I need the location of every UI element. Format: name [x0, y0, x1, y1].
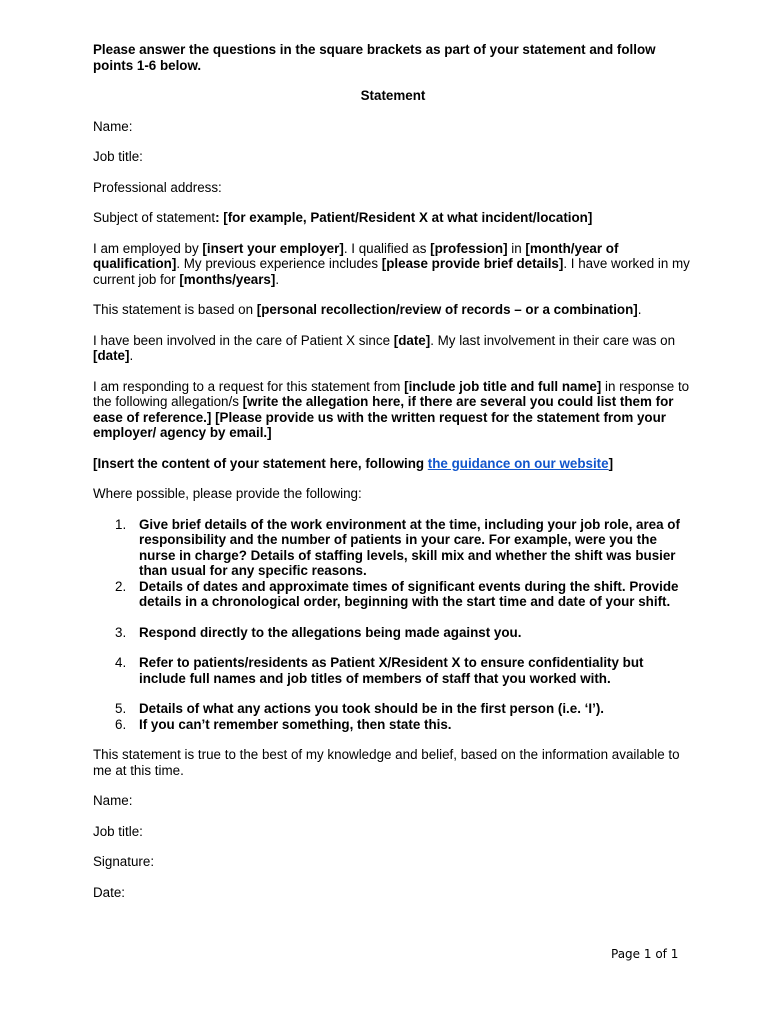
points-list	[93, 517, 693, 733]
involvement-paragraph: I have been involved in the care of Patient X since [date]. My last involvement in their care was on [date].	[93, 332, 676, 363]
page-number: Page 1 of 1	[611, 947, 679, 961]
list-item: 2. Details of dates and approximate times of significant events during the shift. Provide details in a chronological order, beginning with the start time and date of your shift.	[115, 578, 679, 609]
list-item: 6. If you can’t remember something, then state this.	[115, 716, 452, 732]
field-name-bottom: Name:	[93, 793, 133, 808]
where-possible-text: Where possible, please provide the following:	[93, 486, 362, 501]
based-on-paragraph: This statement is based on [personal recollection/review of records – or a combination].	[93, 302, 642, 317]
field-job-title-bottom: Job title:	[93, 823, 143, 839]
truth-declaration: This statement is true to the best of my knowledge and belief, based on the information available to me at this time.	[93, 747, 680, 778]
employment-paragraph: I am employed by [insert your employer]. I qualified as [profession] in [month/year of qualification]. My previous experience includes [please provide brief details]. I have worked in my current job for [months/years].	[93, 240, 690, 287]
document-body	[93, 42, 693, 900]
list-item: 1. Give brief details of the work environment at the time, including your job role, area of responsibility and the number of patients in your care. For example, were you the nurse in charge? Details of staffing levels, skill mix and whether the shift was busier than usual for any specific reasons.	[115, 516, 680, 578]
field-professional-address: Professional address:	[93, 179, 222, 195]
intro-instructions: Please answer the questions in the square brackets as part of your statement and follow points 1-6 below.	[93, 42, 656, 73]
field-job-title-top: Job title:	[93, 149, 143, 164]
request-paragraph: I am responding to a request for this statement from [include job title and full name] in response to the following allegation/s [write the allegation here, if there are several you could list them for ease of reference.] [Please provide us with the written request for the statement from your employer/ agency by email.]	[93, 378, 690, 440]
list-item: 5. Details of what any actions you took should be in the first person (i.e. ‘I’).	[115, 701, 605, 716]
field-date: Date:	[93, 884, 126, 900]
guidance-link[interactable]: the guidance on our website	[427, 455, 609, 471]
subject-of-statement: Subject of statement: [for example, Patient/Resident X at what incident/location]	[93, 210, 593, 225]
statement-heading: Statement	[360, 88, 426, 103]
insert-content-instruction: [Insert the content of your statement here, following the guidance on our website]	[93, 455, 614, 471]
field-name-top: Name:	[93, 118, 133, 134]
list-item: 4. Refer to patients/residents as Patient X/Resident X to ensure confidentiality but include full names and job titles of members of staff that you worked with.	[115, 655, 644, 686]
list-item: 3. Respond directly to the allegations being made against you.	[115, 624, 522, 640]
field-signature: Signature:	[93, 854, 155, 869]
